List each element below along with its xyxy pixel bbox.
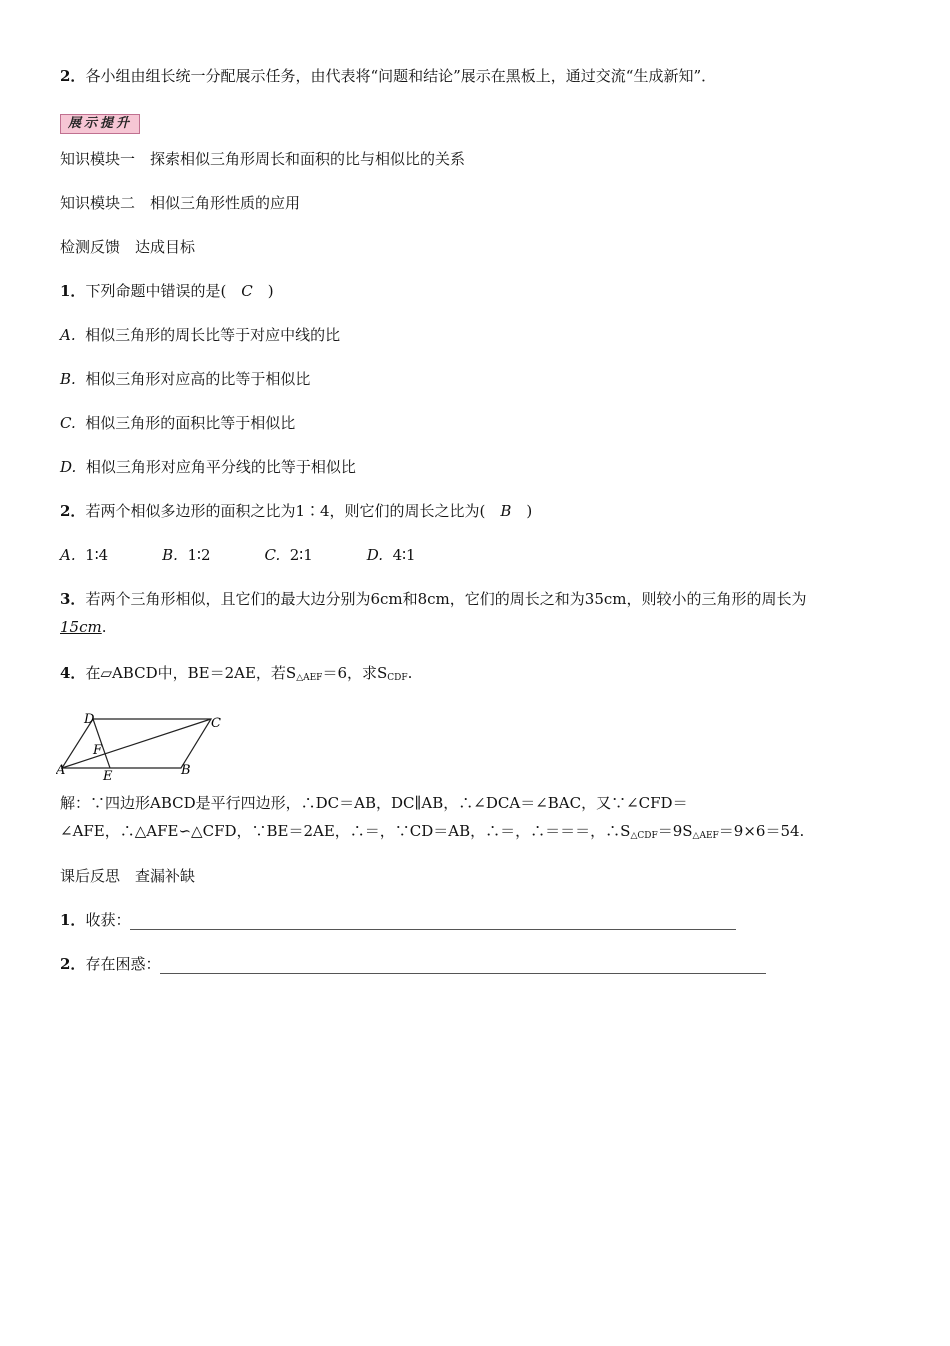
q1-option-b (60, 369, 310, 389)
question-3-continued (60, 617, 107, 637)
solution-text-c: ＝9×6＝54. (718, 822, 805, 840)
intro-line (60, 66, 716, 86)
option-text: 2∶1 (289, 546, 313, 564)
option-text: 相似三角形对应高的比等于相似比 (85, 370, 311, 388)
option-letter: A. (60, 546, 76, 564)
solution-text-a: ∠AFE，∴△AFE∽△CFD，∵BE＝2AE，∴＝，∵CD＝AB，∴＝，∴＝＝＝，∴S (60, 822, 631, 840)
label-f: F (93, 743, 103, 758)
reflect-number: 1． (60, 911, 86, 929)
option-letter: B. (60, 370, 76, 388)
section-check-title: 检测反馈 达成目标 (60, 238, 196, 256)
q1-close: ) (252, 282, 274, 300)
solution-sub-2: △AEF (692, 831, 719, 841)
q3-text: 若两个三角形相似，且它们的最大边分别为6cm和8cm，它们的周长之和为35cm，则较小的三角形的周长为 (85, 590, 807, 608)
option-text: 相似三角形的周长比等于对应中线的比 (85, 326, 341, 344)
option-text: 1∶2 (187, 546, 211, 564)
gains-answer-field[interactable] (130, 915, 736, 930)
reflect-doubts (60, 954, 766, 974)
label-b: B (181, 763, 191, 778)
q4-text-before: 在▱ABCD中，BE＝2AE，若S (85, 664, 297, 682)
option-letter: C. (264, 546, 281, 564)
q4-sub-1: △AEF (296, 673, 323, 683)
parallelogram-figure (56, 706, 236, 784)
q4-text-end: . (407, 664, 413, 682)
q2-option-b (162, 545, 210, 565)
q1-number: 1． (60, 282, 86, 300)
q2-answer: B (500, 502, 512, 520)
q1-option-a (60, 325, 340, 345)
question-2 (60, 501, 532, 521)
option-letter: C. (60, 414, 76, 432)
q2-option-a (60, 545, 108, 565)
reflect-number: 2． (60, 955, 86, 973)
label-a: A (56, 763, 66, 778)
q1-stem: 下列命题中错误的是( (85, 282, 242, 300)
solution-sub-1: △CDF (630, 831, 658, 841)
solution-text-b: ＝9S (657, 822, 693, 840)
q3-answer: 15cm (60, 618, 102, 636)
doubts-answer-field[interactable] (160, 959, 766, 974)
option-text: 相似三角形对应角平分线的比等于相似比 (85, 458, 356, 476)
section-reflect-title: 课后反思 查漏补缺 (60, 867, 196, 885)
q2-close: ) (511, 502, 533, 520)
module-two: 知识模块二 相似三角形性质的应用 (60, 194, 301, 212)
option-letter: D. (60, 458, 77, 476)
q3-end: . (101, 618, 107, 636)
question-4 (60, 663, 412, 688)
q2-stem: 若两个相似多边形的面积之比为1∶4，则它们的周长之比为( (85, 502, 501, 520)
option-letter: B. (162, 546, 178, 564)
solution-line-2 (60, 821, 804, 846)
option-letter: A. (60, 326, 76, 344)
q1-option-c (60, 413, 295, 433)
q3-number: 3． (60, 590, 86, 608)
question-1 (60, 281, 274, 301)
q2-option-c (265, 545, 313, 565)
intro-number: 2． (60, 67, 86, 85)
option-text: 4∶1 (392, 546, 416, 564)
option-text: 1∶4 (85, 546, 109, 564)
q1-answer: C (241, 282, 253, 300)
q2-options (60, 545, 470, 565)
module-one: 知识模块一 探索相似三角形周长和面积的比与相似比的关系 (60, 150, 466, 168)
solution-line-1: 解：∵四边形ABCD是平行四边形，∴DC＝AB，DC∥AB，∴∠DCA＝∠BAC，又∵∠CFD＝ (60, 794, 688, 812)
reflect-gains (60, 910, 736, 930)
reflect-label: 收获： (85, 911, 131, 929)
q4-text-mid: ＝6，求S (322, 664, 388, 682)
label-c: C (211, 716, 221, 731)
q4-sub-2: CDF (387, 673, 408, 683)
option-text: 相似三角形的面积比等于相似比 (85, 414, 296, 432)
label-e: E (103, 769, 113, 784)
option-letter: D. (366, 546, 384, 564)
intro-text: 各小组由组长统一分配展示任务，由代表将“问题和结论”展示在黑板上，通过交流“生成新知”． (85, 67, 717, 85)
q2-option-d (367, 545, 416, 565)
reflect-label: 存在困惑： (85, 955, 161, 973)
q1-option-d (60, 457, 356, 477)
q4-number: 4． (60, 664, 86, 682)
section-banner: 展示提升 (60, 114, 140, 134)
question-3 (60, 589, 807, 609)
label-d: D (84, 712, 95, 727)
q2-number: 2． (60, 502, 86, 520)
